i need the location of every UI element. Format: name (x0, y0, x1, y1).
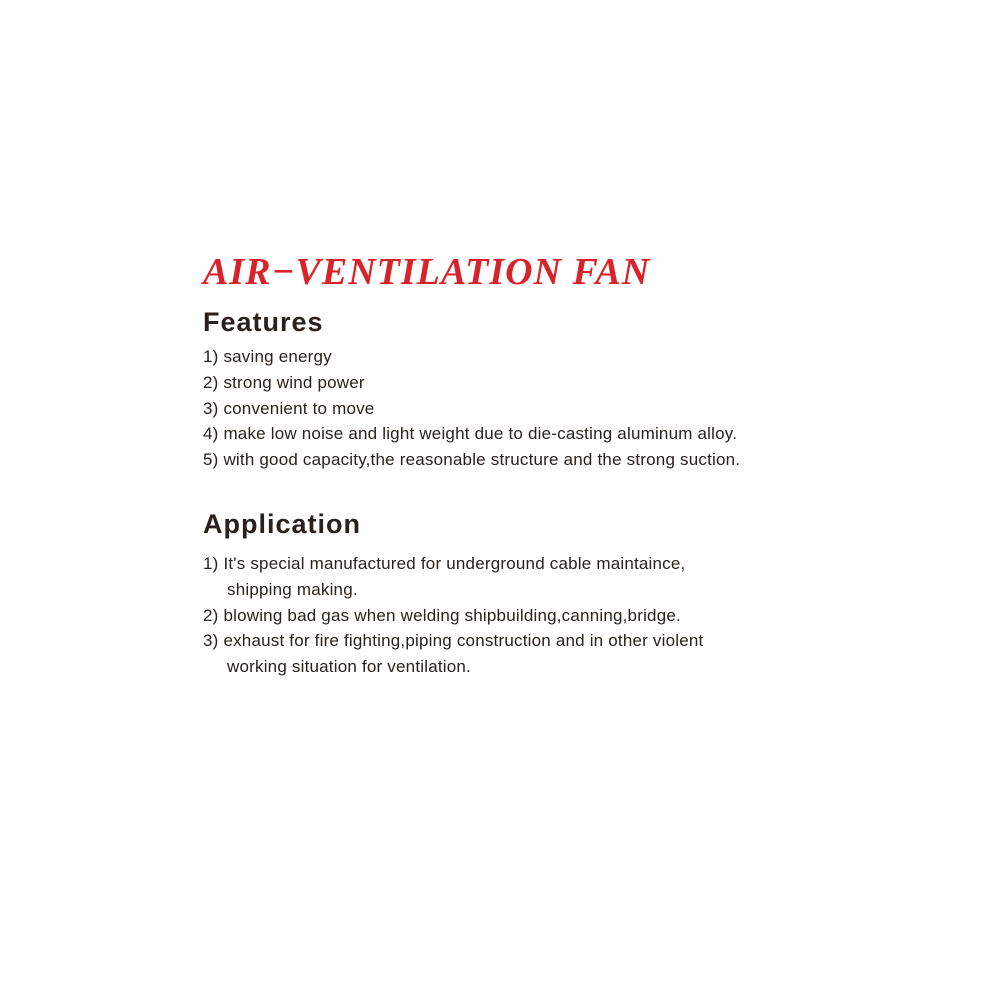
features-heading: Features (203, 307, 324, 337)
application-item-continuation: working situation for ventilation. (227, 657, 471, 677)
application-list (203, 551, 703, 680)
feature-item: 3) convenient to move (203, 398, 375, 418)
application-item (203, 628, 703, 680)
application-item-continuation: shipping making. (227, 579, 358, 599)
application-item-line: 2) blowing bad gas when welding shipbuilding,canning,bridge. (203, 605, 681, 625)
application-item-line: 1) It's special manufactured for underground cable maintaince, (203, 554, 686, 573)
application-item-line: 3) exhaust for fire fighting,piping construction and in other violent (203, 631, 704, 651)
feature-item: 2) strong wind power (203, 372, 365, 392)
feature-item: 1) saving energy (203, 347, 332, 366)
features-list (203, 344, 740, 473)
application-item (203, 551, 703, 603)
feature-item: 5) with good capacity,the reasonable structure and the strong suction. (203, 450, 741, 470)
document-title: AIR−VENTILATION FAN (203, 251, 651, 293)
feature-item: 4) make low noise and light weight due to die-casting aluminum alloy. (203, 424, 738, 444)
application-item (203, 603, 703, 629)
application-heading: Application (203, 509, 361, 539)
